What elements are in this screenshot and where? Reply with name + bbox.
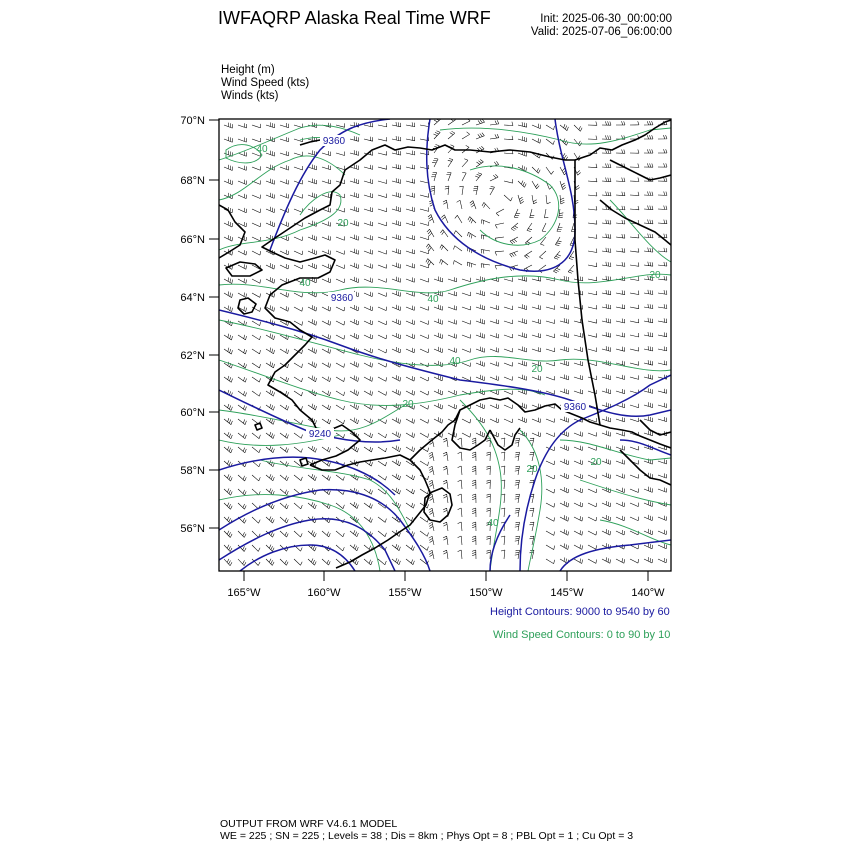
- lon-ticks: [244, 571, 648, 581]
- wind-barbs: [224, 117, 667, 566]
- height-contour-label: 9360: [330, 293, 354, 304]
- wind-contour-label: 20: [526, 464, 538, 475]
- map-title: IWFAQRP Alaska Real Time WRF: [218, 8, 491, 28]
- wind-contour-label: 20: [531, 364, 543, 375]
- init-time: Init: 2025-06-30_00:00:00: [540, 13, 672, 25]
- wind-contour-label: 40: [427, 294, 439, 305]
- lon-label-155: 155°W: [388, 587, 422, 599]
- wind-contour-label: 20: [590, 457, 602, 468]
- lon-label-165: 165°W: [227, 587, 261, 599]
- lat-label-58: 58°N: [180, 465, 205, 477]
- wind-contour-label: 40: [299, 278, 311, 289]
- lat-label-68: 68°N: [180, 175, 205, 187]
- wind-contour-label: 40: [449, 356, 461, 367]
- height-contour-label: 9240: [308, 429, 332, 440]
- lat-label-66: 66°N: [180, 234, 205, 246]
- lat-label-60: 60°N: [180, 407, 205, 419]
- wind-contour-label: 40: [256, 144, 268, 155]
- coastlines: [219, 120, 671, 568]
- lat-label-62: 62°N: [180, 350, 205, 362]
- height-contours-legend: Height Contours: 9000 to 9540 by 60: [490, 606, 670, 618]
- lat-label-56: 56°N: [180, 523, 205, 535]
- field-height-label: Height (m): [221, 64, 275, 76]
- lon-label-145: 145°W: [550, 587, 584, 599]
- wind-speed-contours: [219, 125, 671, 571]
- wind-contour-label: 40: [487, 518, 499, 529]
- wind-contour-label: 20: [649, 270, 661, 281]
- wind-speed-contours-legend: Wind Speed Contours: 0 to 90 by 10: [493, 629, 671, 641]
- model-config-line: WE = 225 ; SN = 225 ; Levels = 38 ; Dis = 8km ; Phys Opt = 8 ; PBL Opt = 1 ; Cu Opt = 3: [220, 830, 634, 842]
- field-wind-speed-label: Wind Speed (kts): [221, 77, 310, 89]
- height-contour-label: 9360: [322, 136, 346, 147]
- lon-label-140: 140°W: [631, 587, 665, 599]
- valid-time: Valid: 2025-07-06_06:00:00: [530, 26, 672, 38]
- wind-contour-label: 20: [337, 218, 349, 229]
- wind-barb-glyphs: [224, 117, 667, 566]
- lat-label-64: 64°N: [180, 292, 205, 304]
- lat-label-70: 70°N: [180, 115, 205, 127]
- lon-label-150: 150°W: [469, 587, 503, 599]
- height-contour-label: 9360: [563, 402, 587, 413]
- model-output-line: OUTPUT FROM WRF V4.6.1 MODEL: [220, 818, 398, 830]
- lat-ticks: [209, 120, 219, 528]
- wind-contour-label: 20: [402, 399, 414, 410]
- field-winds-label: Winds (kts): [221, 90, 279, 102]
- lon-label-160: 160°W: [307, 587, 341, 599]
